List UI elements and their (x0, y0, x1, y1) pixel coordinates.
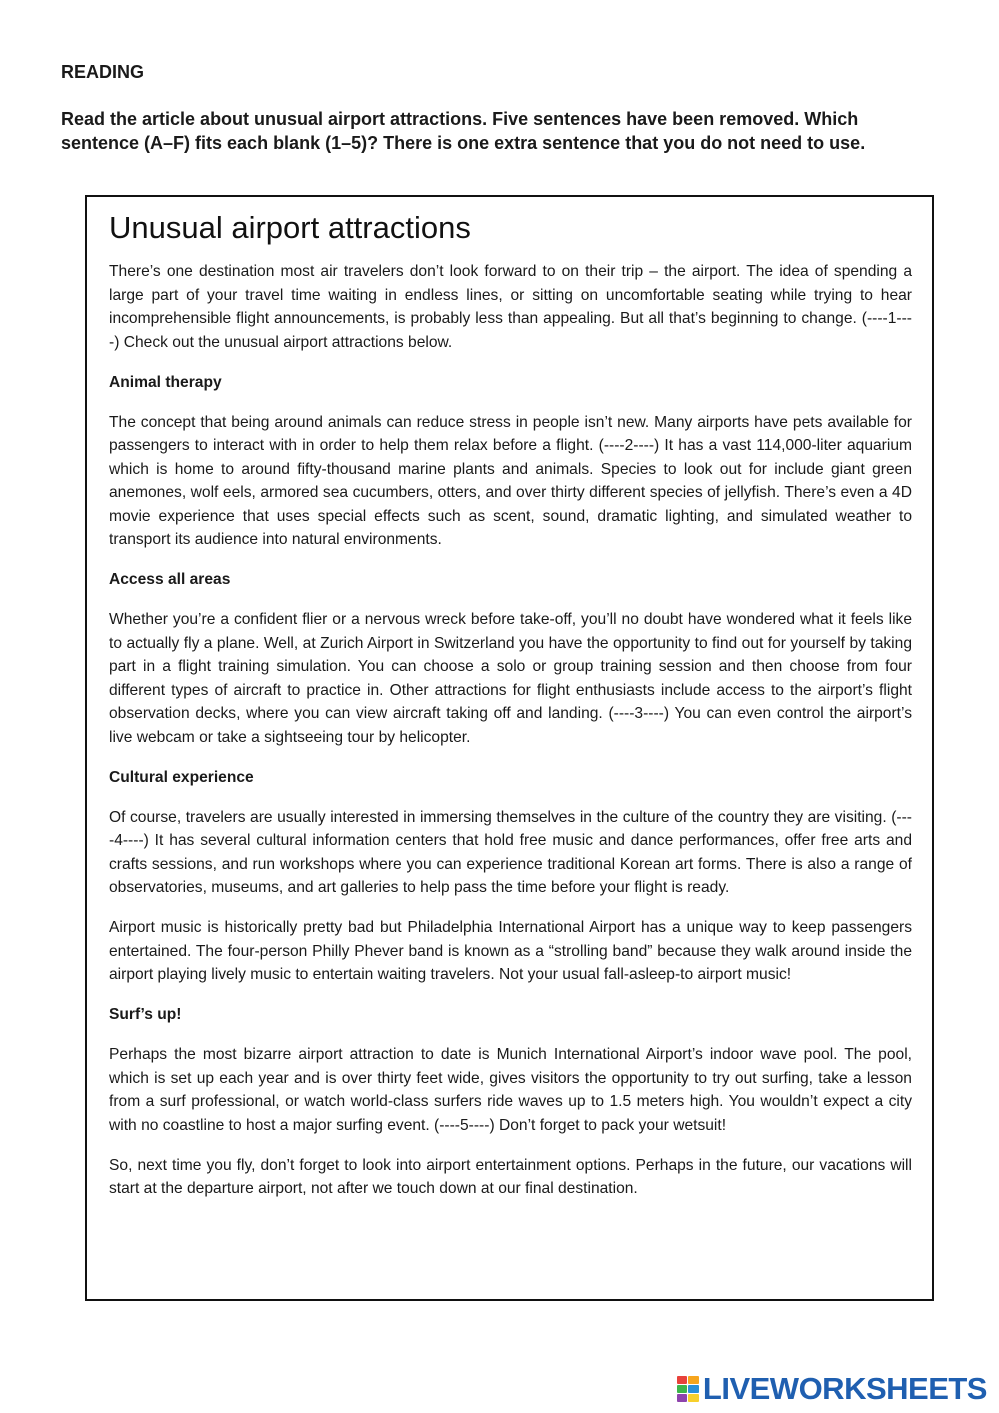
liveworksheets-logo[interactable] (677, 1372, 987, 1406)
article-title: Unusual airport attractions (109, 210, 471, 245)
section-heading-cultural-experience: Cultural experience (109, 768, 254, 786)
logo-tiles-icon (677, 1376, 699, 1402)
logo-text: LIVEWORKSHEETS (702, 1371, 987, 1406)
section-heading-animal-therapy: Animal therapy (109, 373, 222, 391)
paragraph-access-all-areas: Whether you’re a confident flier or a nervous wreck before take-off, you’ll no doubt have wondered what it feels like to actually fly a plane. Well, at Zurich Airport in Switzerland you have the opportunity to find out for yourself by taking part in a flight training simulation. You can choose a solo or group training session and then choose from four different types of aircraft to practice in. Other attractions for flight enthusiasts include access to the airport’s flight observation decks, where you can view aircraft taking off and landing. (----3----) You can even control the airport’s live webcam or take a sightseeing tour by helicopter. (109, 611, 912, 746)
instructions: Read the article about unusual airport attractions. Five sentences have been removed. Which sentence (A–F) fits each blank (1–5)? There is one extra sentence that you do not need to use. (61, 109, 866, 153)
section-heading-access-all-areas: Access all areas (109, 571, 231, 588)
article-box (85, 195, 934, 1301)
paragraph-surfs-up: Perhaps the most bizarre airport attraction to date is Munich International Airport’s indoor wave pool. The pool, which is set up each year and is over thirty feet wide, gives visitors the opportunity to try out surfing, take a lesson from a surf professional, or watch world-class surfers ride waves up to 1.5 meters high. You wouldn’t expect a city with no coastline to host a major surfing event. (----5----) Don’t forget to pack your wetsuit! (109, 1046, 912, 1134)
section-label: READING (61, 62, 145, 82)
paragraph-cultural-experience-2: Airport music is historically pretty bad but Philadelphia International Airport has a unique way to keep passengers entertained. The four-person Philly Phever band is known as a “strolling band” because they walk around inside the airport playing lively music to entertain waiting travelers. Not your usual fall-asleep-to airport music! (109, 919, 912, 983)
article-intro: There’s one destination most air travelers don’t look forward to on their trip – the airport. The idea of spending a large part of your travel time waiting in endless lines, or sitting on uncomfortable seating while trying to hear incomprehensible flight announcements, is probably less than appealing. But all that’s beginning to change. (----1----) Check out the unusual airport attractions below. (109, 263, 912, 351)
paragraph-conclusion: So, next time you fly, don’t forget to look into airport entertainment options. Perhaps in the future, our vacations will start at the departure airport, not after we touch down at our final destination. (109, 1156, 912, 1197)
paragraph-animal-therapy: The concept that being around animals can reduce stress in people isn’t new. Many airports have pets available for passengers to interact with in order to help them relax before a flight. (----2----) It has a vast 114,000-liter aquarium which is home to around fifty-thousand marine plants and animals. Species to look out for include giant green anemones, wolf eels, armored sea cucumbers, otters, and over thirty different species of jellyfish. There’s even a 4D movie experience that uses special effects such as scent, sound, dramatic lighting, and simulated weather to transport its audience into natural environments. (109, 413, 912, 548)
paragraph-cultural-experience-1: Of course, travelers are usually interested in immersing themselves in the culture of the country they are visiting. (----4----) It has several cultural information centers that hold free music and dance performances, offer free arts and crafts sessions, and run workshops where you can experience traditional Korean art forms. There is also a range of observatories, museums, and art galleries to help pass the time before your flight is ready. (109, 808, 912, 896)
section-heading-surfs-up: Surf’s up! (109, 1006, 182, 1023)
